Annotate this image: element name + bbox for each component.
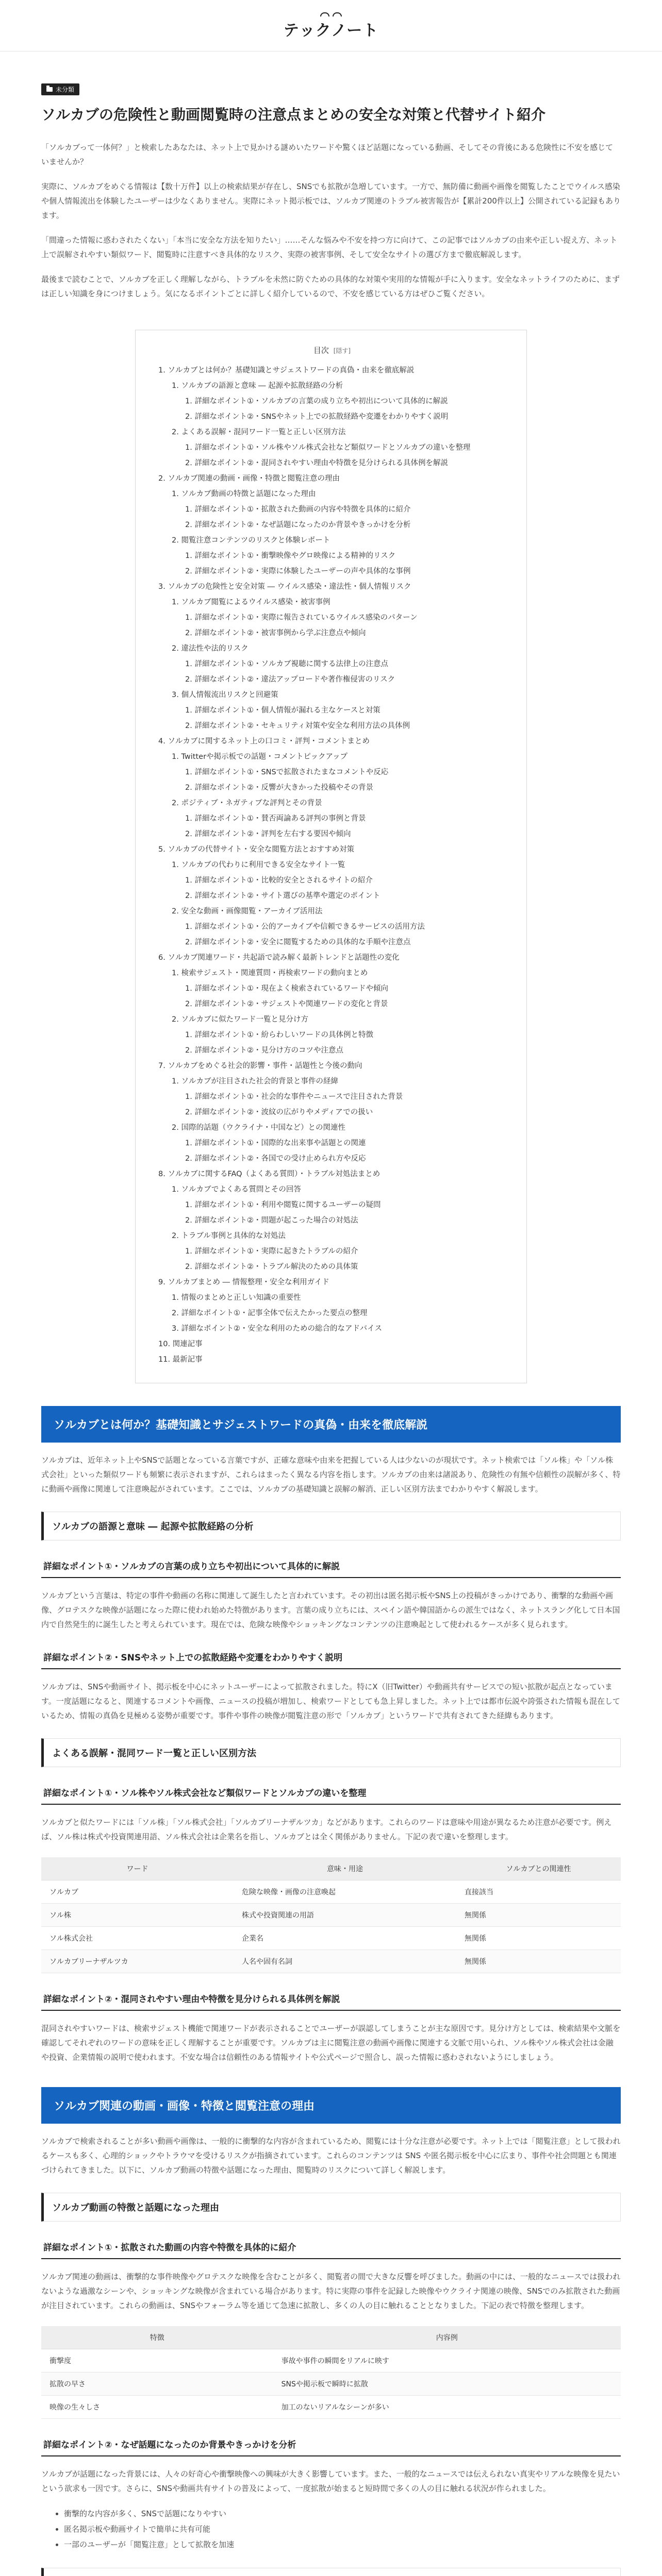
- toc-item[interactable]: 3. 詳細なポイント②・安全な利用のための総合的なアドバイス: [172, 1325, 383, 1333]
- toc-item[interactable]: 1. 詳細なポイント①・社会的な事件やニュースで注目された背景: [185, 1093, 403, 1101]
- intro: [41, 140, 621, 301]
- toc-item[interactable]: 3. ソルカブの危険性と安全対策 ― ウイルス感染・違法性・個人情報リスク: [158, 583, 411, 591]
- toc-item[interactable]: 1. ソルカブが注目された社会的背景と事件の経緯: [172, 1077, 338, 1086]
- table-row: [41, 2372, 621, 2396]
- toc-item[interactable]: 1. ソルカブ閲覧によるウイルス感染・被害事例: [172, 598, 330, 607]
- point-heading: 詳細なポイント①・ソル株やソル株式会社など類似ワードとソルカブの違いを整理: [41, 1781, 621, 1805]
- folder-icon: [46, 87, 53, 92]
- point-heading: 詳細なポイント①・ソルカブの言葉の成り立ちや初出について具体的に解説: [41, 1554, 621, 1578]
- toc-item[interactable]: 1. 詳細なポイント①・実際に報告されているウイルス感染のパターン: [185, 614, 418, 622]
- toc-item[interactable]: 2. 詳細なポイント②・サイト選びの基準や選定のポイント: [185, 892, 380, 901]
- toc-item[interactable]: 1. 詳細なポイント①・拡散された動画の内容や特徴を具体的に紹介: [185, 505, 411, 514]
- toc-item[interactable]: 1. ソルカブの語源と意味 ― 起源や拡散経路の分析: [172, 382, 343, 391]
- list-item: • 匿名掲示板や動画サイトで簡単に共有可能: [64, 2521, 621, 2537]
- toc-item[interactable]: 2. 詳細なポイント②・トラブル解決のための具体策: [185, 1263, 358, 1272]
- video-feature-table: [41, 2326, 621, 2419]
- toc-item[interactable]: 1. 詳細なポイント①・比較的安全とされるサイトの紹介: [185, 876, 373, 885]
- toc-item[interactable]: 2. トラブル事例と具体的な対処法: [172, 1232, 286, 1241]
- toc-item[interactable]: 2. 詳細なポイント②・SNSやネット上での拡散経路や変遷をわかりやすく説明: [185, 413, 449, 421]
- intro-paragraph: 実際に、ソルカブをめぐる情報は【数十万件】以上の検索結果が存在し、SNSでも拡散が急増しています。一方で、無防備に動画や画像を閲覧したことでウイルス感染や個人情報流出を体験したユーザーは少なくありません。実際にネット掲示板では、ソルカブ関連のトラブル被害報告が【累計200件以上】公開されている記録もあります。: [41, 182, 621, 221]
- table-header: 特徴: [41, 2326, 273, 2349]
- bullet-list: [64, 2506, 621, 2552]
- paragraph: ソルカブは、SNSや動画サイト、掲示板を中心にネットユーザーによって拡散されました。特にX（旧Twitter）や動画共有サービスでの短い拡散が起点となっています。一度話題になると、関連するコメントや画像、ニュースの投稿が増加し、検索ワードとしても急上昇しました。ネット上では都市伝説や誇張された情報も混在しているため、情報の真偽を見極める姿勢が重要です。事件や事件の映像が閲覧注意の形で「ソルカブ」というワードで共有されてきた経緯もあります。: [41, 1682, 621, 1721]
- table-cell: ソルカブリーナザルツカ: [41, 1950, 234, 1973]
- toc-item[interactable]: 2. 違法性や法的リスク: [172, 645, 249, 653]
- toc-item[interactable]: 1. 詳細なポイント①・SNSで拡散されたまなコメントや反応: [185, 768, 389, 777]
- toc-item[interactable]: 1. ソルカブでよくある質問とその回答: [172, 1185, 301, 1194]
- toc-item[interactable]: 4. ソルカブに関するネット上の口コミ・評判・コメントまとめ: [158, 737, 370, 746]
- point-heading: 詳細なポイント②・混同されやすい理由や特徴を見分けられる具体例を解説: [41, 1987, 621, 2011]
- paragraph: ソルカブで検索されることが多い動画や画像は、一般的に衝撃的な内容が含まれているため、閲覧には十分な注意が必要です。ネット上では「閲覧注意」として扱われるケースも多く、心理的ショックやトラウマを受けるリスクが指摘されています。これらのコンテンツは SNS や匿名掲示板を中心に広まり、事件や社会問題とも関連づけられてきました。以下に、ソルカブ動画の特徴や話題になった理由、閲覧時のリスクについて詳しく解説します。: [41, 2137, 621, 2175]
- table-cell: 直接該当: [456, 1880, 621, 1904]
- toc-item[interactable]: 3. 個人情報流出リスクと回避策: [172, 691, 278, 700]
- toc-list: [158, 363, 506, 1367]
- toc-item[interactable]: 1. 詳細なポイント①・紛らわしいワードの具体例と特徴: [185, 1031, 373, 1040]
- toc-item[interactable]: 1. 詳細なポイント①・賛否両論ある評判の事例と背景: [185, 815, 366, 823]
- intro-paragraph: 「間違った情報に惑わされたくない」「本当に安全な方法を知りたい」……そんな悩みや不安を持つ方に向けて、この記事ではソルカブの由来や正しい捉え方、ネット上で誤解されやすい類似ワード、閲覧時に注意すべき具体的なリスク、実際の被害事例、そして安全なサイトの選び方まで徹底解説します。: [41, 235, 618, 260]
- toc-item[interactable]: 2. ポジティブ・ネガティブな評判とその背景: [172, 799, 322, 808]
- toc-item[interactable]: 2. 詳細なポイント②・被害事例から学ぶ注意点や傾向: [185, 629, 366, 638]
- section-heading: ソルカブとは何か？基礎知識とサジェストワードの真偽・由来を徹底解説: [41, 1406, 621, 1443]
- toc-item[interactable]: 1. Twitterや掲示板での話題・コメントピックアップ: [172, 753, 347, 761]
- table-cell: 事故や事件の瞬間をリアルに映す: [273, 2349, 621, 2372]
- paragraph: ソルカブは、近年ネット上やSNSで話題となっている言葉ですが、正確な意味や由来を把握している人は少ないのが現状です。ネット検索では「ソル株」や「ソル株式会社」といった類似ワードも頻繁に表示されますが、これらはまったく異なる内容を指します。ソルカブの由来は諸説あり、危険性の有無や信頼性の誤解が多く、特に動画や画像に関連して注意喚起がされています。ここでは、ソルカブの基礎知識と誤解の解消、正しい区別方法までわかりやすく解説します。: [41, 1455, 621, 1494]
- subsection-heading: ソルカブの語源と意味 ― 起源や拡散経路の分析: [41, 1512, 621, 1540]
- table-cell: 拡散の早さ: [41, 2372, 273, 2396]
- toc-item[interactable]: 1. ソルカブとは何か？基礎知識とサジェストワードの真偽・由来を徹底解説: [158, 366, 415, 375]
- toc-item[interactable]: 7. ソルカブをめぐる社会的影響・事件・話題性と今後の動向: [158, 1062, 362, 1071]
- toc-title: 目次: [313, 346, 329, 355]
- table-cell: 無関係: [456, 1904, 621, 1927]
- table-cell: 株式や投資関連の用語: [234, 1904, 456, 1927]
- toc-item[interactable]: 2. 詳細なポイント②・なぜ話題になったのか背景やきっかけを分析: [185, 521, 411, 530]
- toc-item[interactable]: 2. 閲覧注意コンテンツのリスクと体験レポート: [172, 536, 330, 545]
- toc-item[interactable]: 1. 検索サジェスト・関連質問・再検索ワードの動向まとめ: [172, 969, 368, 978]
- toc-item[interactable]: 2. 詳細なポイント②・見分け方のコツや注意点: [185, 1046, 343, 1055]
- toc-item[interactable]: 2. 詳細なポイント②・評判を左右する要因や傾向: [185, 830, 351, 839]
- category-badge[interactable]: [41, 83, 79, 95]
- subsection-heading: よくある誤解・混同ワード一覧と正しい区別方法: [41, 1738, 621, 1767]
- toc-item[interactable]: 2. 詳細なポイント②・波紋の広がりやメディアでの扱い: [185, 1108, 373, 1117]
- point-heading: 詳細なポイント①・拡散された動画の内容や特徴を具体的に紹介: [41, 2235, 621, 2259]
- toc-item[interactable]: 6. ソルカブ関連ワード・共起語で読み解く最新トレンドと話題性の変化: [158, 954, 400, 962]
- table-header: ソルカブとの関連性: [456, 1857, 621, 1880]
- intro-paragraph: 「ソルカブって一体何？」と検索したあなたは、ネット上で見かける謎めいたワードや驚くほど話題になっている動画、そしてその背後にある危険性に不安を感じていませんか？: [41, 143, 614, 167]
- toc-item[interactable]: 2. ソルカブに似たワード一覧と見分け方: [172, 1015, 308, 1024]
- toc-item[interactable]: 2. 詳細なポイント②・混同されやすい理由や特徴を見分けられる具体例を解説: [185, 459, 448, 468]
- paragraph: 混同されやすいワードは、検索サジェスト機能で関連ワードが表示されることでユーザーが誤認してしまうことが主な原因です。見分け方としては、検索結果や文脈を確認してそれぞれのワードの意味を正しく理解することが重要です。ソルカブは主に閲覧注意の動画や画像に関連する文脈で用いられ、ソル株やソル株式会社は金融や投資、企業情報の説明で使われます。不安な場合は信頼性のある情報サイトや公式ページで照合し、誤った情報に惑わされないようにしましょう。: [41, 2024, 621, 2062]
- toc-heading: [158, 345, 506, 355]
- toc-item[interactable]: 1. 情報のまとめと正しい知識の重要性: [172, 1294, 301, 1302]
- toc-item[interactable]: 2. 詳細なポイント②・違法アップロードや著作権侵害のリスク: [185, 675, 395, 684]
- toc-item[interactable]: 2. 詳細なポイント②・問題が起こった場合の対処法: [185, 1216, 358, 1225]
- toc-item[interactable]: 1. 詳細なポイント①・実際に起きたトラブルの紹介: [185, 1247, 358, 1256]
- table-cell: ソルカブ: [41, 1880, 234, 1904]
- table-row: [41, 1950, 621, 1973]
- toc-item[interactable]: 1. 詳細なポイント①・衝撃映像やグロ映像による精神的リスク: [185, 552, 396, 561]
- section-heading: ソルカブ関連の動画・画像・特徴と閲覧注意の理由: [41, 2087, 621, 2124]
- table-header: 意味・用途: [234, 1857, 456, 1880]
- subsection-heading: ソルカブ動画の特徴と話題になった理由: [41, 2193, 621, 2222]
- table-header: 内容例: [273, 2326, 621, 2349]
- table-row: [41, 1880, 621, 1904]
- toc-item[interactable]: 2. 詳細なポイント②・サジェストや関連ワードの変化と背景: [185, 1000, 388, 1009]
- table-row: [41, 2349, 621, 2372]
- article: [41, 52, 621, 2576]
- toc-item[interactable]: 2. 詳細なポイント②・反響が大きかった投稿やその背景: [185, 784, 373, 792]
- toc-item[interactable]: 1. 詳細なポイント①・ソルカブの言葉の成り立ちや初出について具体的に解説: [185, 397, 448, 406]
- table-row: [41, 1904, 621, 1927]
- toc-item[interactable]: 2. ソルカブ関連の動画・画像・特徴と閲覧注意の理由: [158, 474, 340, 483]
- table-header-row: [41, 2326, 621, 2349]
- table-row: [41, 1927, 621, 1950]
- logo-text: テックノート: [283, 21, 379, 40]
- toc-item[interactable]: 5. ソルカブの代替サイト・安全な閲覧方法とおすすめ対策: [158, 845, 355, 854]
- toc-item[interactable]: 10. 関連記事: [158, 1340, 203, 1349]
- logo-mark-icon: [320, 11, 342, 16]
- table-cell: 企業名: [234, 1927, 456, 1950]
- toc-item[interactable]: 1. 詳細なポイント①・ソルカブ視聴に関する法律上の注意点: [185, 660, 388, 669]
- toc-toggle[interactable]: [隠す]: [333, 347, 351, 355]
- toc-item[interactable]: 8. ソルカブに関するFAQ（よくある質問）・トラブル対処法まとめ: [158, 1170, 380, 1179]
- table-cell: 無関係: [456, 1927, 621, 1950]
- table-of-contents: [135, 330, 527, 1383]
- point-heading: 詳細なポイント②・SNSやネット上での拡散経路や変遷をわかりやすく説明: [41, 1645, 621, 1669]
- table-cell: SNSや掲示板で瞬時に拡散: [273, 2372, 621, 2396]
- toc-item[interactable]: 2. よくある誤解・混同ワード一覧と正しい区別方法: [172, 428, 346, 437]
- toc-item[interactable]: 2. 詳細なポイント②・実際に体験したユーザーの声や具体的な事例: [185, 567, 411, 576]
- table-cell: 映像の生々しさ: [41, 2396, 273, 2419]
- toc-item[interactable]: 1. 詳細なポイント①・利用や閲覧に関するユーザーの疑問: [185, 1201, 381, 1210]
- paragraph: ソルカブという言葉は、特定の事件や動画の名称に関連して誕生したと言われています。その初出は匿名掲示板やSNS上の投稿がきっかけであり、衝撃的な動画や画像、グロテスクな映像が話題になった際に使われ始めた特徴があります。言葉の成り立ちには、スペイン語や韓国語からの派生ではなく、ネットスラング化して日本国内で自然発生的に誕生したと考えられています。現在では、危険な映像やショッキングなコンテンツの注意喚起として使われるケースが多く見られます。: [41, 1591, 620, 1630]
- toc-item[interactable]: 9. ソルカブまとめ ― 情報整理・安全な利用ガイド: [158, 1278, 329, 1287]
- list-item: • 衝撃的な内容が多く、SNSで話題になりやすい: [64, 2506, 621, 2521]
- toc-item[interactable]: 1. ソルカブ動画の特徴と話題になった理由: [172, 490, 316, 499]
- table-cell: 衝撃度: [41, 2349, 273, 2372]
- table-row: [41, 2396, 621, 2419]
- toc-item[interactable]: 2. 詳細なポイント②・安全に閲覧するための具体的な手順や注意点: [185, 938, 411, 947]
- table-cell: 加工のないリアルなシーンが多い: [273, 2396, 621, 2419]
- toc-item[interactable]: 2. 詳細なポイント②・セキュリティ対策や安全な利用方法の具体例: [185, 722, 410, 731]
- toc-item[interactable]: 2. 安全な動画・画像閲覧・アーカイブ活用法: [172, 907, 323, 916]
- toc-item[interactable]: 1. 詳細なポイント①・国際的な出来事や話題との関連: [185, 1139, 366, 1148]
- list-item: • 一部のユーザーが「閲覧注意」として拡散を加速: [64, 2537, 621, 2552]
- toc-item[interactable]: 2. 詳細なポイント②・各国での受け止められ方や反応: [185, 1155, 366, 1163]
- toc-item[interactable]: 1. 詳細なポイント①・ソル株やソル株式会社など類似ワードとソルカブの違いを整理: [185, 444, 471, 452]
- subsection-heading: [41, 2568, 621, 2576]
- table-header: ワード: [41, 1857, 234, 1880]
- toc-item[interactable]: 1. 詳細なポイント①・公的アーカイブや信頼できるサービスの活用方法: [185, 923, 425, 931]
- page-title: ソルカブの危険性と動画閲覧時の注意点まとめの安全な対策と代替サイト紹介: [41, 106, 546, 123]
- table-cell: 無関係: [456, 1950, 621, 1973]
- table-header-row: [41, 1857, 621, 1880]
- paragraph: ソルカブ関連の動画は、衝撃的な事件映像やグロテスクな映像を含むことが多く、閲覧者の間で大きな反響を呼びました。動画の中には、一般的なニュースでは扱われないような過激なシーンや、ショッキングな映像が含まれている場合があります。特に実際の事件を記録した映像やウクライナ関連の映像、SNSでのみ拡散された動画が注目されています。これらの動画は、SNSやフォーラム等を通じて急速に拡散し、多くの人の目に触れることとなりました。下記の表で特徴を整理します。: [41, 2272, 621, 2311]
- toc-item[interactable]: 1. 詳細なポイント①・現在よく検索されているワードや傾向: [185, 985, 388, 993]
- toc-item[interactable]: 11. 最新記事: [158, 1355, 203, 1364]
- point-heading: 詳細なポイント②・なぜ話題になったのか背景やきっかけを分析: [41, 2432, 621, 2456]
- table-cell: ソル株: [41, 1904, 234, 1927]
- paragraph: ソルカブが話題になった背景には、人々の好奇心や衝撃映像への興味が大きく影響しています。また、一般的なニュースでは伝えられない真実やリアルな映像を見たいという欲求も一因です。さらに、SNSや動画共有サイトの普及によって、一度拡散が始まると短時間で多くの人の目に触れる状況が作られました。: [41, 2469, 620, 2494]
- intro-paragraph: 最後まで読むことで、ソルカブを正しく理解しながら、トラブルを未然に防ぐための具体的な対策や実用的な情報が手に入ります。安全なネットライフのために、まずは正しい知識を身につけましょう。気になるポイントごとに詳しく紹介しているので、不安を感じている方はぜひご覧ください。: [41, 275, 620, 299]
- toc-item[interactable]: 1. ソルカブの代わりに利用できる安全なサイト一覧: [172, 861, 345, 870]
- word-comparison-table: [41, 1857, 621, 1973]
- table-cell: 人名や固有名詞: [234, 1950, 456, 1973]
- table-cell: ソル株式会社: [41, 1927, 234, 1950]
- toc-item[interactable]: 1. 詳細なポイント①・個人情報が漏れる主なケースと対策: [185, 706, 380, 715]
- toc-item[interactable]: 2. 詳細なポイント①・記事全体で伝えたかった要点の整理: [172, 1309, 368, 1318]
- toc-item[interactable]: 2. 国際的話題（ウクライナ・中国など）との関連性: [172, 1124, 346, 1132]
- site-logo[interactable]: [284, 11, 379, 40]
- paragraph: ソルカブと似たワードには「ソル株」「ソル株式会社」「ソルカブリーナザルツカ」などがあります。これらのワードは意味や用途が異なるため注意が必要です。例えば、ソル株は株式や投資関連用語、ソル株式会社は企業名を指し、ソルカブとは全く関係がありません。下記の表で違いを整理します。: [41, 1818, 612, 1842]
- category-label: 未分類: [56, 86, 75, 93]
- table-cell: 危険な映像・画像の注意喚起: [234, 1880, 456, 1904]
- site-header: [0, 0, 662, 52]
